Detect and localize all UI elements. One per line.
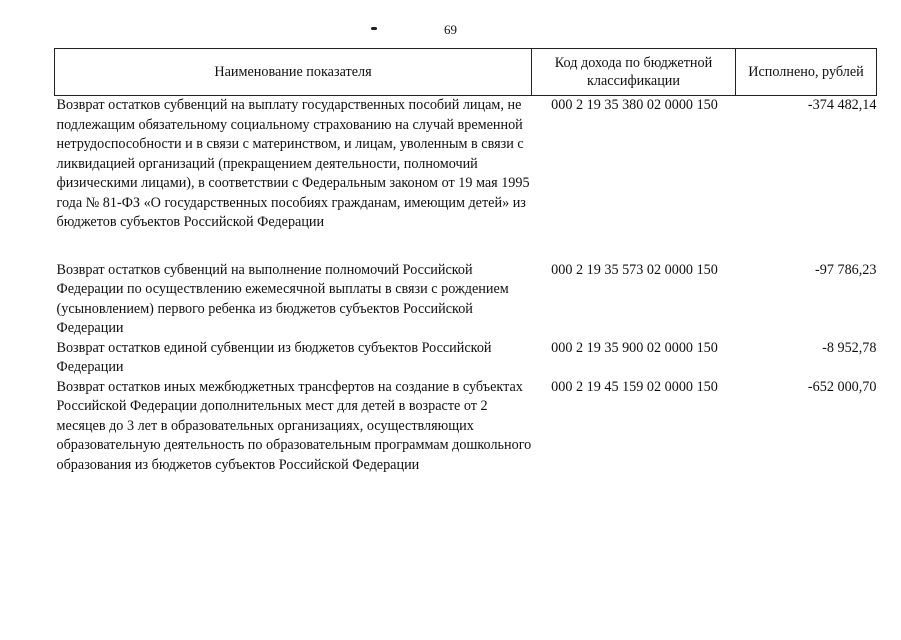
- row-code: 000 2 19 45 159 02 0000 150: [551, 378, 718, 395]
- row-name: Возврат остатков субвенций на выплату государственных пособий лицам, не подлежащим обязательному социальному страхованию на случай временной нетрудоспособности и в связи с материнством, и лицам, уволенным в связи с ликвидацией организаций (прекращением деятельности, полномочий физическими лицами), в соответствии с Федеральным законом от 19 мая 1995 года № 81-ФЗ «О государственных пособиях гражданам, имеющим детей» из бюджетов субъектов Российской Федерации: [56, 97, 530, 230]
- header-code: Код дохода по бюджетной классификации: [532, 49, 736, 96]
- header-executed: Исполнено, рублей: [736, 49, 877, 96]
- row-executed: -652 000,70: [807, 378, 877, 395]
- page-number-text: 69: [444, 22, 457, 37]
- row-name: Возврат остатков субвенций на выполнение полномочий Российской Федерации по осуществлению ежемесячной выплаты в связи с рождением (усыновлением) первого ребенка из бюджетов субъектов Российской Федерации: [56, 261, 509, 336]
- page-number: [0, 22, 901, 38]
- row-executed: -8 952,78: [822, 339, 877, 356]
- table-row: [55, 378, 877, 476]
- budget-table: [54, 48, 877, 475]
- row-name: Возврат остатков иных межбюджетных трансфертов на создание в субъектах Российской Федерации дополнительных мест для детей в возрасте от 2 месяцев до 3 лет в образовательных организациях, осуществляющих образовательную деятельность по образовательным программам дошкольного образования из бюджетов субъектов Российской Федерации: [56, 378, 532, 473]
- table-header-row: [55, 49, 877, 96]
- row-executed: -374 482,14: [807, 97, 877, 113]
- table-row: [55, 339, 877, 378]
- row-executed: -97 786,23: [815, 261, 877, 278]
- row-name: Возврат остатков единой субвенции из бюджетов субъектов Российской Федерации: [56, 339, 492, 375]
- table-row: [55, 261, 877, 339]
- row-code: 000 2 19 35 900 02 0000 150: [551, 339, 718, 356]
- header-name: Наименование показателя: [55, 49, 532, 96]
- row-spacer: [55, 233, 877, 261]
- row-code: 000 2 19 35 573 02 0000 150: [551, 261, 718, 278]
- row-code: 000 2 19 35 380 02 0000 150: [551, 97, 718, 113]
- table-row: [55, 96, 877, 233]
